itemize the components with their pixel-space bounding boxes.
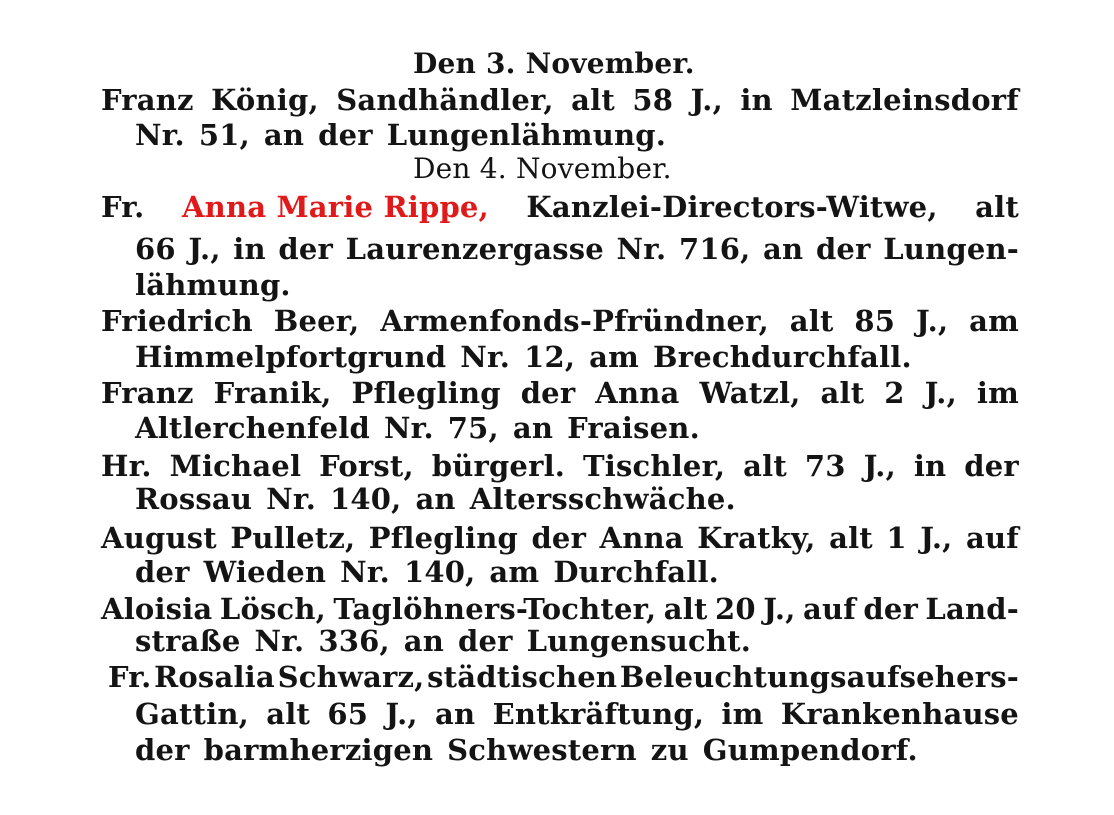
word: Krankenhause (780, 697, 1019, 731)
word: Sandhändler, (336, 83, 554, 117)
word: Fraisen. (567, 411, 700, 445)
word: Gattin, (135, 697, 249, 731)
word: alt (789, 304, 834, 338)
word: 65 (327, 697, 369, 731)
word: städtischen (427, 660, 618, 694)
word: an (763, 232, 804, 266)
word: Himmelpfortgrund (135, 340, 447, 374)
word: an (403, 624, 445, 658)
word: barmherzigen (203, 733, 434, 767)
word: Anna (599, 521, 684, 555)
word: Franz (101, 83, 194, 117)
word: Gumpendorf. (702, 733, 918, 767)
date-heading-3-november: Den 3. November. (413, 47, 695, 80)
word: Watzl, (699, 376, 801, 410)
word: Lösch, (219, 592, 326, 626)
word: in (233, 232, 266, 266)
word: Schwarz, (277, 660, 425, 694)
entry-aloisia-loesch-line-1 (101, 592, 1019, 626)
word: Lungen- (883, 232, 1019, 266)
entry-michael-forst-line-2 (135, 482, 1019, 516)
word: der (278, 232, 334, 266)
word: Pulletz, (230, 521, 356, 555)
entry-franz-franik-line-2 (135, 411, 1019, 445)
word: 20 (715, 592, 756, 626)
word: Armenfonds-Pfründner, (380, 304, 769, 338)
word: der (815, 232, 871, 266)
highlighted-name: Anna Marie Rippe, (181, 190, 489, 224)
word: 75, (447, 411, 499, 445)
word: Nr. (135, 118, 185, 152)
word: alt (975, 190, 1019, 224)
word: 58 (632, 83, 674, 117)
word: im (721, 697, 764, 731)
word: der (318, 118, 373, 152)
word: Lungensucht. (526, 624, 752, 658)
word: Lungenlähmung. (386, 118, 667, 152)
word: an (512, 411, 554, 445)
word: Nr. (616, 232, 667, 266)
word: Nr. (460, 340, 511, 374)
word: in (913, 449, 947, 483)
word: der (135, 733, 190, 767)
entry-michael-forst-line-1 (101, 449, 1019, 483)
word: auf (965, 521, 1019, 555)
word: J., (924, 376, 957, 410)
word: bürgerl. (431, 449, 566, 483)
word: Fr. (108, 660, 152, 694)
word: lähmung. (135, 268, 291, 302)
entry-franz-franik-line-1 (101, 376, 1019, 410)
word: in (740, 83, 773, 117)
word: zu (650, 733, 689, 767)
word: Beer, (273, 304, 360, 338)
word: im (976, 376, 1019, 410)
entry-rosalia-schwarz-line-3 (135, 733, 1019, 767)
word: Franz (101, 376, 194, 410)
entry-anna-marie-rippe-line-3 (135, 268, 1019, 302)
word: 73 (804, 449, 846, 483)
word: August (101, 521, 217, 555)
word: auf (802, 592, 856, 626)
word: alt (829, 521, 873, 555)
word: der (520, 376, 576, 410)
word: der (531, 521, 587, 555)
entry-august-pulletz-line-2 (135, 555, 1019, 589)
word: 336, (318, 624, 390, 658)
word: der (458, 624, 513, 658)
word: alt (820, 376, 865, 410)
entry-august-pulletz-line-1 (101, 521, 1019, 555)
entry-franz-koenig-line-1 (101, 83, 1019, 117)
word: J., (188, 232, 221, 266)
word: Franik, (213, 376, 332, 410)
word: Pflegling (351, 376, 501, 410)
word: 2 (884, 376, 905, 410)
word: König, (211, 83, 319, 117)
word: Michael (169, 449, 302, 483)
word: alt (743, 449, 787, 483)
word: alt (663, 592, 708, 626)
word: Land- (925, 592, 1019, 626)
word: 12, (524, 340, 576, 374)
word: Laurenzergasse (345, 232, 604, 266)
word: der (964, 449, 1019, 483)
word: alt (571, 83, 615, 117)
word: 140, (330, 482, 402, 516)
word: J., (690, 83, 723, 117)
word: straße (135, 624, 241, 658)
word: Forst, (319, 449, 414, 483)
entry-rosalia-schwarz-line-2 (135, 697, 1019, 731)
entry-aloisia-loesch-line-2 (135, 624, 1019, 658)
word: Rosalia (154, 660, 275, 694)
entry-friedrich-beer-line-2 (135, 340, 1019, 374)
word: 85 (854, 304, 896, 338)
word: Schwestern (447, 733, 637, 767)
word: Hr. (101, 449, 152, 483)
word: Tischler, (583, 449, 726, 483)
word: Rossau (135, 482, 253, 516)
word: Altlerchenfeld (135, 411, 370, 445)
word: Durchfall. (553, 555, 719, 589)
word: Taglöhners-Tochter, (333, 592, 657, 626)
word: Matzleinsdorf (790, 83, 1019, 117)
word: Friedrich (101, 304, 253, 338)
word: J., (385, 697, 418, 731)
word: am (489, 555, 540, 589)
word: 716, (678, 232, 751, 266)
word: Anna (595, 376, 680, 410)
word: an (263, 118, 305, 152)
word: Nr. (340, 555, 390, 589)
word: Entkräftung, (492, 697, 705, 731)
word: 140, (403, 555, 476, 589)
word: J., (916, 304, 949, 338)
word: Wieden (203, 555, 327, 589)
entry-franz-koenig-line-2 (135, 118, 1019, 152)
word: 1 (886, 521, 907, 555)
word: Nr. (254, 624, 305, 658)
entry-anna-marie-rippe-line-1 (101, 190, 1019, 224)
word: 51, (198, 118, 250, 152)
word: Kanzlei-Directors-Witwe, (526, 190, 938, 224)
word: Aloisia (101, 592, 213, 626)
entry-friedrich-beer-line-1 (101, 304, 1019, 338)
word: Fr. (101, 190, 145, 224)
word: am (969, 304, 1019, 338)
word: Nr. (383, 411, 434, 445)
word: an (415, 482, 456, 516)
word: Beleuchtungsaufsehers- (619, 660, 1019, 694)
word: am (589, 340, 640, 374)
entry-anna-marie-rippe-line-2 (135, 232, 1019, 266)
word: der (863, 592, 918, 626)
word: J., (763, 592, 796, 626)
word: Nr. (266, 482, 316, 516)
word: Brechdurchfall. (653, 340, 912, 374)
word: 66 (135, 232, 176, 266)
entry-rosalia-schwarz-line-1 (108, 660, 1019, 694)
word: Pflegling (368, 521, 518, 555)
word: alt (266, 697, 311, 731)
date-heading-4-november: Den 4. November. (413, 152, 672, 185)
word: an (434, 697, 476, 731)
word: Kratky, (697, 521, 816, 555)
word: J., (920, 521, 953, 555)
word: der (135, 555, 190, 589)
word: Altersschwäche. (469, 482, 736, 516)
word: J., (863, 449, 896, 483)
